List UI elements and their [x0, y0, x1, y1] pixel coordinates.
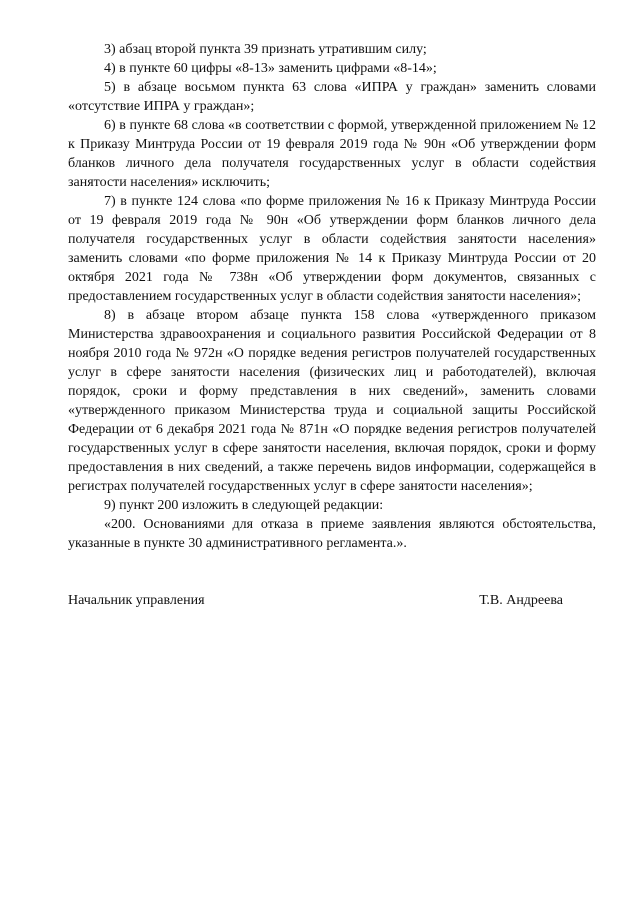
- amendment-item-4: 4) в пункте 60 цифры «8-13» заменить цифрами «8-14»;: [104, 61, 437, 76]
- amendment-item-3: 3) абзац второй пункта 39 признать утратившим силу;: [104, 42, 427, 57]
- signature-position: Начальник управления: [68, 593, 205, 608]
- amendment-item-6: 6) в пункте 68 слова «в соответствии с формой, утвержденной приложением № 12 к Приказу Минтруда России от 19 февраля 2019 года № 90н «Об утверждении форм бланков личного дела получателя государственных услуг в области содействия занятости населения» исключить;: [68, 118, 596, 190]
- amendment-item-5: 5) в абзаце восьмом пункта 63 слова «ИПРА у граждан» заменить словами «отсутствие ИПРА у граждан»;: [68, 80, 596, 114]
- document-body: [68, 40, 596, 553]
- signature-name: Т.В. Андреева: [479, 593, 563, 608]
- amendment-item-8: 8) в абзаце втором абзаце пункта 158 слова «утвержденного приказом Министерства здравоохранения и социального развития Российской Федерации от 8 ноября 2010 года № 972н «О порядке ведения регистров получателей государственных услуг в сфере занятости населения (физических лиц и работодателей), включая порядок, сроки и форму представления в них сведений», заменить словами «утвержденного приказом Министерства труда и социальной защиты Российской Федерации от 6 декабря 2021 года № 871н «О порядке ведения регистров получателей государственных услуг в сфере занятости населения, включая порядок, сроки и форму предоставления в них сведений, а также перечень видов информации, содержащейся в регистрах получателей государственных услуг в сфере занятости населения»;: [68, 308, 596, 494]
- signature-block: [68, 591, 596, 610]
- amendment-item-9: 9) пункт 200 изложить в следующей редакции:: [104, 498, 384, 513]
- amendment-item-9-text: «200. Основаниями для отказа в приеме заявления являются обстоятельства, указанные в пункте 30 административного регламента.».: [68, 517, 596, 551]
- amendment-item-7: 7) в пункте 124 слова «по форме приложения № 16 к Приказу Минтруда России от 19 февраля 2019 года № 90н «Об утверждении форм бланков личного дела получателя государственных услуг в области содействия занятости населения» заменить словами «по форме приложения № 14 к Приказу Минтруда России от 20 октября 2021 года № 738н «Об утверждении форм документов, связанных с предоставлением государственных услуг в области содействия занятости населения»;: [68, 194, 596, 304]
